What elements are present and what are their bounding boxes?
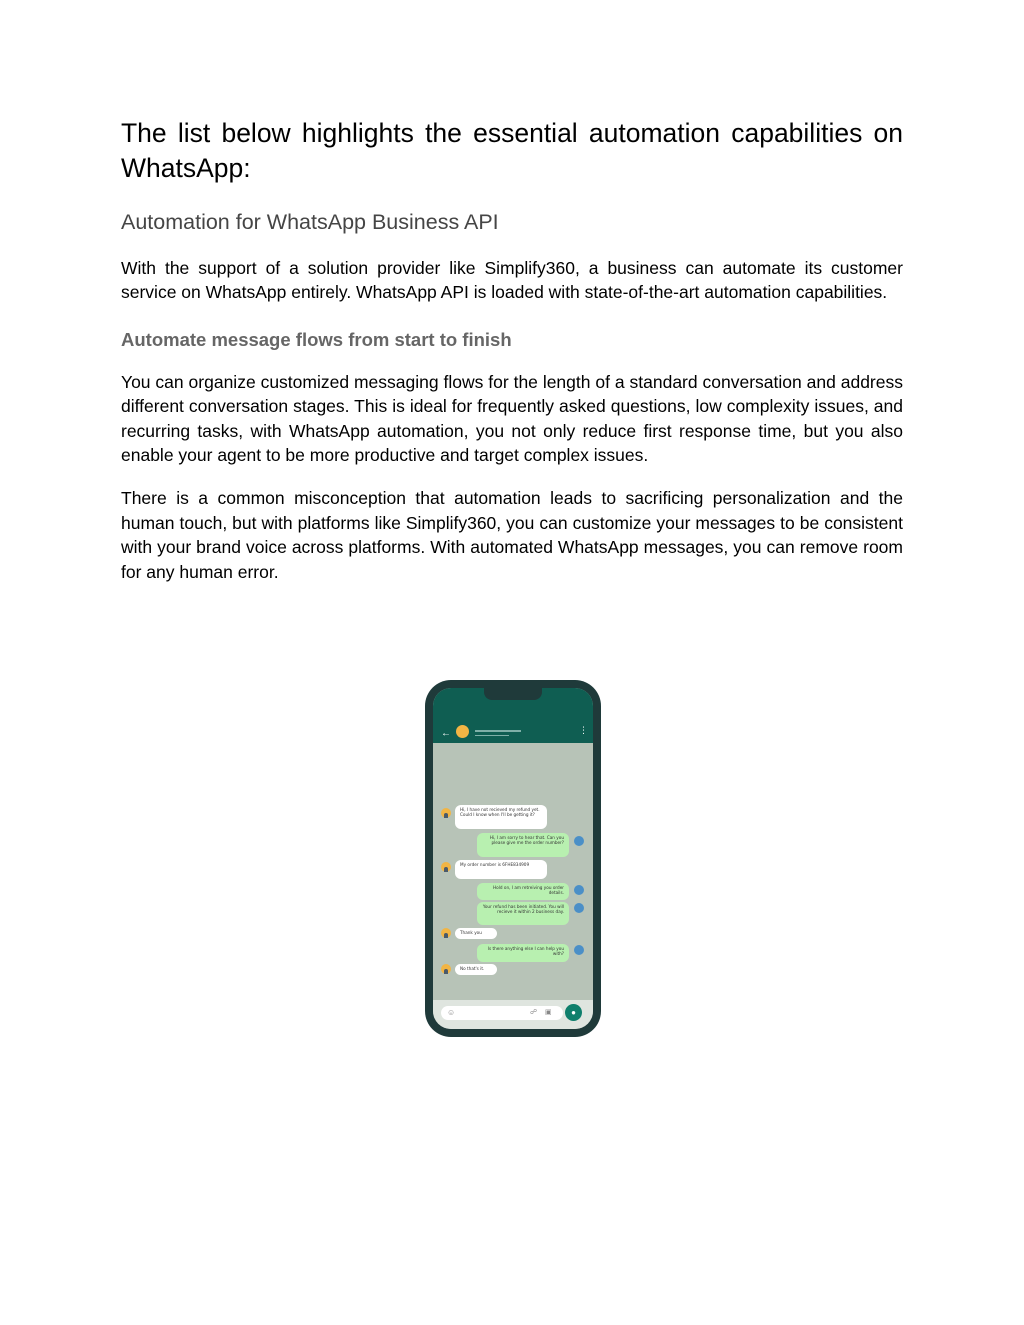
message-bubble-outgoing: Your refund has been initiated. You will recieve it within 2 business day. [477, 902, 569, 925]
contact-name-placeholder [475, 730, 521, 732]
attachment-icon: ☍ [530, 1009, 538, 1016]
message-bubble-outgoing: Hold on, I am retreiving you order details. [477, 883, 569, 900]
agent-avatar-icon [574, 885, 584, 895]
back-arrow-icon: ← [441, 728, 451, 739]
user-avatar-icon [441, 928, 451, 938]
agent-avatar-icon [574, 836, 584, 846]
page-heading: The list below highlights the essential automation capabilities on WhatsApp: [121, 118, 903, 183]
message-bubble-incoming: My order number is 6FHE834909 [455, 860, 547, 879]
camera-icon: ▣ [545, 1009, 552, 1016]
section-title: Automate message flows from start to finish [121, 328, 512, 350]
phone-screen [433, 688, 593, 1029]
user-avatar-icon [441, 862, 451, 872]
agent-avatar-icon [574, 903, 584, 913]
contact-avatar [456, 725, 469, 738]
user-avatar-icon [441, 808, 451, 818]
phone-illustration [425, 680, 601, 1037]
phone-notch [484, 688, 542, 700]
microphone-icon: ● [565, 1004, 582, 1021]
body-paragraph-2: There is a common misconception that automation leads to sacrificing personalization and the human touch, but with platforms like Simplify360, you can customize your messages to be consistent with your brand voice across platforms. With automated WhatsApp messages, you can remove room for any human error. [121, 488, 903, 582]
intro-paragraph: With the support of a solution provider like Simplify360, a business can automate its customer service on WhatsApp entirely. WhatsApp API is loaded with state-of-the-art automation capabilities. [121, 258, 903, 303]
agent-avatar-icon [574, 945, 584, 955]
message-bubble-incoming: Thank you [455, 928, 497, 939]
document-body [121, 116, 903, 603]
message-bubble-outgoing: Hi, I am sorry to hear that. Can you please give me the order number? [477, 833, 569, 857]
menu-dots-icon: ⋮ [579, 725, 588, 735]
section-subheading: Automation for WhatsApp Business API [121, 210, 499, 234]
message-bubble-incoming: No that's it. [455, 964, 497, 975]
contact-status-placeholder [475, 735, 509, 736]
user-avatar-icon [441, 964, 451, 974]
emoji-icon: ☺ [447, 1008, 456, 1017]
message-bubble-outgoing: Is there anything else I can help you with? [477, 944, 569, 962]
body-paragraph-1: You can organize customized messaging flows for the length of a standard conversation and address different conversation stages. This is ideal for frequently asked questions, low complexity issues, and recurring tasks, with WhatsApp automation, you not only reduce first response time, but you also enable your agent to be more productive and target complex issues. [121, 371, 903, 466]
message-bubble-incoming: Hi, I have not recieved my refund yet. Could I know when I'll be getting it? [455, 805, 547, 829]
